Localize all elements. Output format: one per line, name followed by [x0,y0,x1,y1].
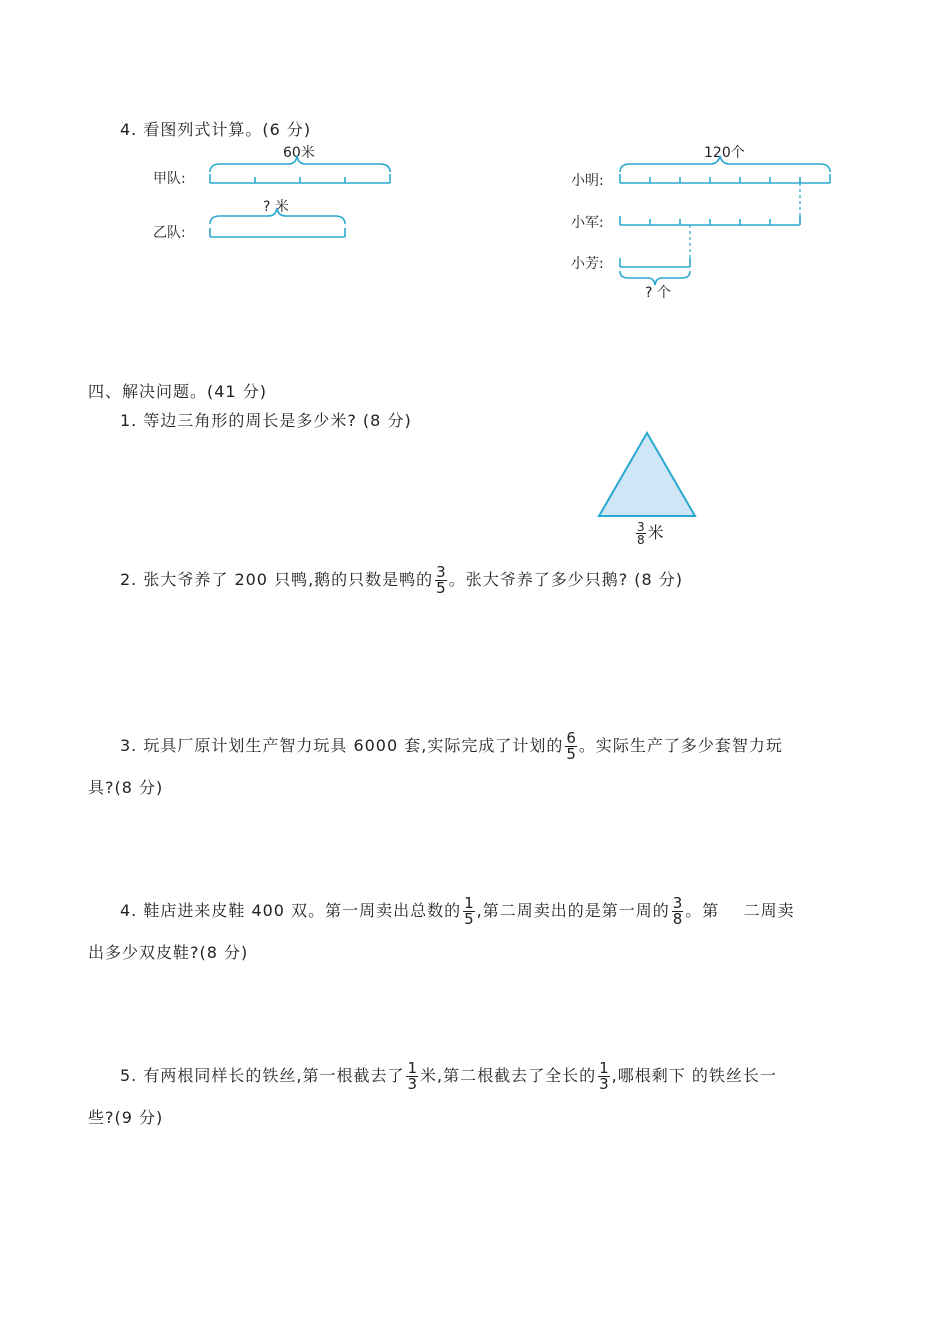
s4-q5-denominator-1: 3 [407,1075,417,1093]
s4-q4-text [120,896,795,927]
s4-q4-line2: 出多少双皮鞋?(8 分) [88,943,249,962]
s4-q1-text: 1. 等边三角形的周长是多少米? (8 分) [120,411,412,430]
equilateral-triangle-figure [590,426,705,522]
jun-label: 小军: [571,215,604,231]
triangle-side-unit: 米 [647,523,664,542]
s4-q3-before: 3. 玩具厂原计划生产智力玩具 6000 套,实际完成了计划的 [120,736,564,755]
s4-q5-numerator-1: 1 [407,1059,417,1077]
s4-q2-after: 。张大爷养了多少只鹅? (8 分) [448,570,684,589]
s4-q4-middle: ,第二周卖出的是第一周的 [476,901,670,920]
s4-q3-after: 。实际生产了多少套智力玩 [578,736,783,755]
s4-q5-after: ,哪根剩下 的铁丝长一 [611,1066,777,1085]
triangle-side-numerator: 3 [637,520,645,534]
team-b-brace [210,208,345,224]
s4-q4-numerator-2: 3 [672,894,683,912]
s4-q5-line2: 些?(9 分) [88,1108,164,1127]
s4-q2-before: 2. 张大爷养了 200 只鸭,鹅的只数是鸭的 [120,570,434,589]
fang-question-label: ? 个 [645,285,671,301]
s4-q3-numerator: 6 [566,729,576,747]
fang-label: 小芳: [571,256,604,272]
s4-q2-text [120,565,683,596]
s4-q4-after: 。第 二周卖 [685,901,795,920]
s4-q5-before: 5. 有两根同样长的铁丝,第一根截去了 [120,1066,405,1085]
s4-q5-numerator-2: 1 [599,1059,609,1077]
team-b-label: 乙队: [153,225,186,241]
ming-total-label: 120个 [704,145,745,161]
triangle-side-denominator: 8 [637,533,645,547]
s4-q4-numerator-1: 1 [464,894,474,912]
section4-heading: 四、解决问题。(41 分) [88,382,267,401]
team-a-label: 甲队: [153,171,186,187]
team-b-question-label: ? 米 [263,199,289,215]
s4-q4-before: 4. 鞋店进来皮鞋 400 双。第一周卖出总数的 [120,901,462,920]
q4-title: 4. 看图列式计算。(6 分) [120,120,312,139]
fang-brace [620,271,690,285]
s4-q3-denominator: 5 [566,745,576,763]
ming-label: 小明: [571,173,604,189]
right-segment-diagram [610,150,840,290]
s4-q4-denominator-1: 5 [464,910,474,928]
left-segment-diagram [200,150,400,250]
team-a-brace [210,156,390,172]
ming-brace [620,156,830,172]
s4-q4-denominator-2: 8 [672,910,683,928]
triangle-side-label [634,520,664,546]
s4-q5-text [120,1061,777,1092]
s4-q2-numerator: 3 [436,563,446,581]
s4-q5-denominator-2: 3 [599,1075,609,1093]
s4-q3-line2: 具?(8 分) [88,778,164,797]
team-a-total-label: 60米 [283,145,315,161]
s4-q5-middle: 米,第二根截去了全长的 [420,1066,597,1085]
s4-q2-denominator: 5 [436,579,446,597]
s4-q3-text [120,731,783,762]
equilateral-triangle [599,433,695,516]
